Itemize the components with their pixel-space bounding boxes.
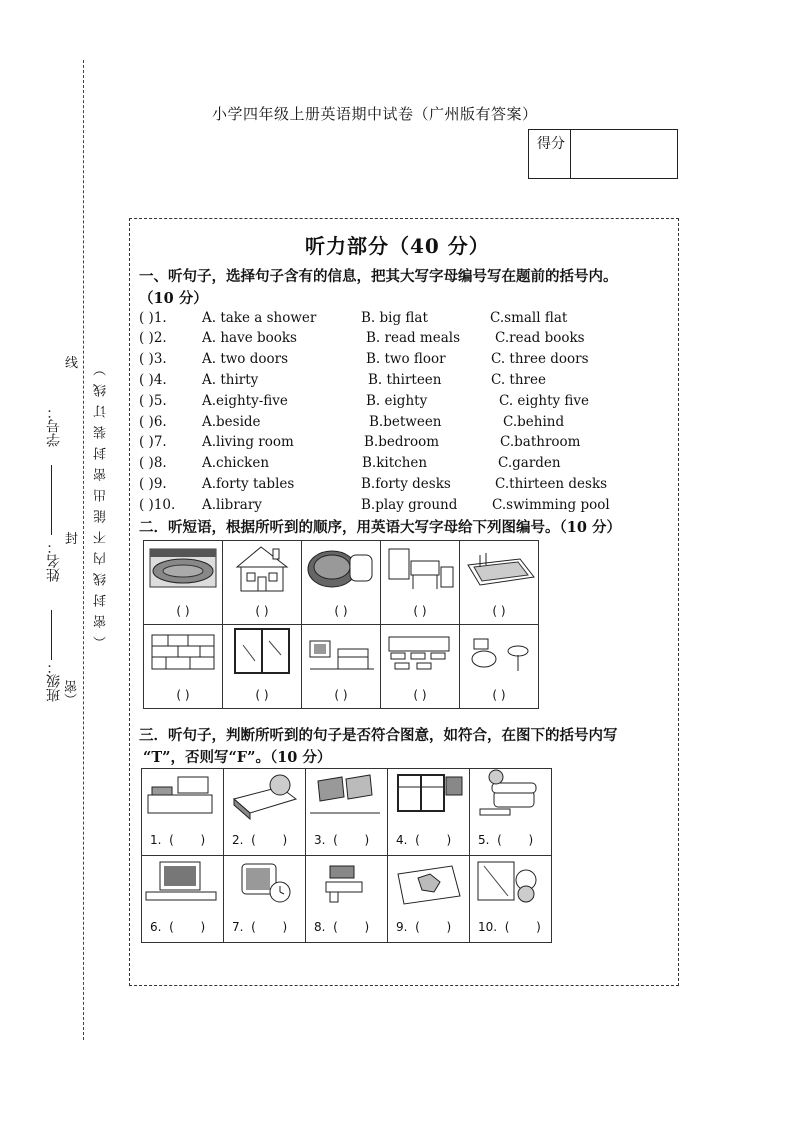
part3-picture-cell — [305, 768, 388, 856]
bread-picture — [302, 541, 381, 599]
clock-picture — [224, 856, 306, 914]
option-c: C.bathroom — [500, 434, 581, 450]
option-a: A. two doors — [202, 351, 289, 367]
answer-bracket[interactable]: ( )5. — [139, 393, 167, 409]
part3-heading-2: “T”，否则写“F”。（10 分） — [143, 749, 332, 766]
class-label: 班级： — [46, 660, 62, 702]
part3-picture-cell — [387, 855, 470, 943]
option-c: C. three — [491, 372, 546, 388]
answer-bracket[interactable]: ( ) — [413, 604, 427, 618]
living-room-picture — [302, 625, 381, 683]
seal-text: （密封线内不能出密封装订线） — [94, 355, 109, 649]
part2-picture-cell — [380, 624, 460, 709]
part1-heading: 一、听句子，选择句子含有的信息，把其大写字母编号写在题前的括号内。 — [139, 268, 618, 285]
name-label: 姓名： — [46, 540, 62, 582]
answer-bracket[interactable]: ( ) — [255, 604, 269, 618]
seal-mi-block — [63, 680, 82, 706]
part2-picture-cell — [222, 540, 302, 625]
answer-bracket[interactable]: ( )4. — [139, 372, 167, 388]
option-a: A.beside — [202, 414, 261, 430]
answer-bracket[interactable]: 8. ( ) — [314, 920, 370, 934]
option-a: A. thirty — [202, 372, 259, 388]
part2-heading: 二．听短语，根据所听到的顺序，用英语大写字母给下列图编号。（10 分） — [139, 519, 621, 536]
seal-column — [92, 355, 111, 649]
answer-bracket[interactable]: ( ) — [176, 604, 190, 618]
desks-picture — [381, 625, 460, 683]
option-b: B.bedroom — [364, 434, 439, 450]
exam-title: 小学四年级上册英语期中试卷（广州版有答案） — [212, 105, 538, 123]
tv-picture — [142, 856, 224, 914]
option-b: B. eighty — [366, 393, 428, 409]
part2-picture-cell — [143, 540, 223, 625]
option-a: A.living room — [202, 434, 294, 450]
bathroom-picture — [460, 625, 539, 683]
option-c: C. three doors — [491, 351, 589, 367]
answer-bracket[interactable]: ( ) — [255, 688, 269, 702]
option-c: C.swimming pool — [492, 497, 610, 513]
part2-picture-cell — [222, 624, 302, 709]
part3-picture-cell — [223, 768, 306, 856]
part2-picture-cell — [459, 540, 539, 625]
option-b: B. read meals — [366, 330, 461, 346]
map-picture — [388, 856, 470, 914]
answer-bracket[interactable]: 6. ( ) — [150, 920, 206, 934]
option-c: C.behind — [503, 414, 565, 430]
answer-bracket[interactable]: ( )3. — [139, 351, 167, 367]
answer-bracket[interactable]: 1. ( ) — [150, 833, 206, 847]
sofa-picture — [470, 769, 552, 827]
part2-picture-cell — [143, 624, 223, 709]
part3-picture-cell — [141, 768, 224, 856]
option-b: B.kitchen — [362, 455, 428, 471]
pictures-picture — [306, 769, 388, 827]
part3-heading: 三．听句子，判断所听到的句子是否符合图意，如符合，在图下的括号内写 — [139, 727, 618, 744]
part3-picture-cell — [469, 768, 552, 856]
seal-mi: （密 — [65, 680, 80, 706]
option-a: A. take a shower — [202, 310, 317, 326]
part2-picture-cell — [459, 624, 539, 709]
answer-bracket[interactable]: ( ) — [413, 688, 427, 702]
part3-picture-cell — [141, 855, 224, 943]
option-c: C. eighty five — [499, 393, 590, 409]
score-box — [528, 129, 678, 179]
seal-feng: 封 — [65, 532, 79, 547]
answer-bracket[interactable]: 10. ( ) — [478, 920, 541, 934]
answer-bracket[interactable]: ( )2. — [139, 330, 167, 346]
playground-picture — [144, 541, 223, 599]
bed-picture — [224, 769, 306, 827]
answer-bracket[interactable]: ( ) — [492, 604, 506, 618]
option-b: B. two floor — [366, 351, 446, 367]
option-b: B.play ground — [361, 497, 458, 513]
option-c: C.thirteen desks — [495, 476, 608, 492]
option-c: C.garden — [498, 455, 561, 471]
answer-bracket[interactable]: ( ) — [334, 688, 348, 702]
answer-bracket[interactable]: ( )8. — [139, 455, 167, 471]
answer-bracket[interactable]: 7. ( ) — [232, 920, 288, 934]
answer-bracket[interactable]: ( )10. — [139, 497, 176, 513]
wall-picture — [144, 625, 223, 683]
answer-bracket[interactable]: 2. ( ) — [232, 833, 288, 847]
part3-picture-cell — [305, 855, 388, 943]
name-underline — [51, 465, 53, 535]
answer-bracket[interactable]: ( ) — [176, 688, 190, 702]
answer-bracket[interactable]: ( ) — [334, 604, 348, 618]
part3-picture-cell — [223, 855, 306, 943]
class-label-block — [44, 660, 64, 702]
answer-bracket[interactable]: ( )7. — [139, 434, 167, 450]
class-underline — [51, 610, 53, 660]
part3-picture-cell — [387, 768, 470, 856]
id-label: 学号： — [46, 405, 62, 447]
option-a: A.chicken — [202, 455, 270, 471]
answer-bracket[interactable]: ( )1. — [139, 310, 167, 326]
option-a: A.forty tables — [202, 476, 295, 492]
option-b: B.forty desks — [361, 476, 451, 492]
answer-bracket[interactable]: 5. ( ) — [478, 833, 534, 847]
option-a: A.eighty-five — [202, 393, 288, 409]
kitchen-picture — [142, 769, 224, 827]
option-c: C.small flat — [490, 310, 568, 326]
option-a: A.library — [202, 497, 262, 513]
name-label-block — [44, 540, 64, 582]
answer-bracket[interactable]: 3. ( ) — [314, 833, 370, 847]
option-c: C.read books — [495, 330, 585, 346]
answer-bracket[interactable]: ( )6. — [139, 414, 167, 430]
listening-section-title: 听力部分（40 分） — [305, 234, 490, 258]
window-picture — [388, 769, 470, 827]
part2-picture-cell — [380, 540, 460, 625]
seal-xian: 线 — [65, 356, 79, 371]
part2-picture-cell — [301, 624, 381, 709]
answer-bracket[interactable]: ( ) — [492, 688, 506, 702]
answer-bracket[interactable]: ( )9. — [139, 476, 167, 492]
option-b: B.between — [369, 414, 442, 430]
option-b: B. thirteen — [368, 372, 442, 388]
swimming-pool-picture — [460, 541, 539, 599]
part1-points: （10 分） — [139, 290, 208, 307]
toys-picture — [470, 856, 552, 914]
option-b: B. big flat — [361, 310, 428, 326]
answer-bracket[interactable]: 4. ( ) — [396, 833, 452, 847]
window-picture — [223, 625, 302, 683]
classroom-picture — [381, 541, 460, 599]
id-label-block — [44, 405, 64, 447]
house-picture — [223, 541, 302, 599]
part3-picture-cell — [469, 855, 552, 943]
part2-picture-cell — [301, 540, 381, 625]
score-label: 得分 — [529, 130, 571, 178]
answer-bracket[interactable]: 9. ( ) — [396, 920, 452, 934]
desk-picture — [306, 856, 388, 914]
binding-dashed-line — [83, 60, 84, 1040]
option-a: A. have books — [202, 330, 297, 346]
